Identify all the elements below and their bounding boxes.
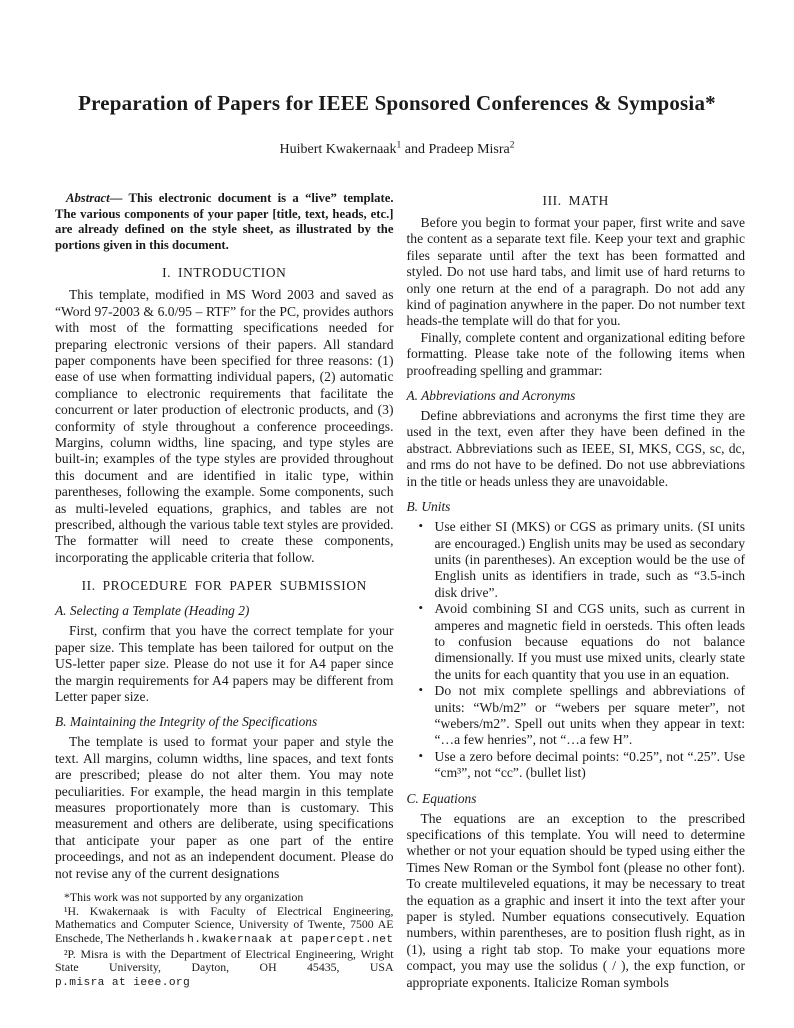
section-heading-introduction: I. INTRODUCTION [162,265,287,281]
math-paragraph-1: Before you begin to format your paper, first write and save the content as a separate text file. Keep your text and graphic files separate until after the text has been formatted and styled. Do not use hard tabs, and limit use of hard returns to only one return at the end of a paragraph. Do not add any kind of pagination anywhere in the paper. Do not number text heads-the template will do that for you. [406,215,745,329]
subsection-heading-abbreviations: A. Abbreviations and Acronyms [406,388,576,404]
author-1-affiliation-mark: 1 [396,140,402,151]
equations-paragraph: The equations are an exception to the prescribed specifications of this template. You will need to determine whether or not your equation should be typed using either the Times New Roman or the Symbol font (please no other font). To create multileveled equations, it may be necessary to treat the equation as a graphic and insert it into the text after your paper is styled. Number equations consecutively. Equation numbers, within parentheses, are to position flush right, as in (1), using a right tab stop. To make your equations more compact, you may use the solidus ( / ), the exp function, or appropriate exponents. Italicize Roman symbols [406,810,745,990]
footnote-author-2-text: ²P. Misra is with the Department of Electrical Engineering, Wright State University, Dayton, OH 45435, USA [55,946,394,975]
subsection-heading-selecting-template: A. Selecting a Template (Heading 2) [55,603,250,619]
units-bullet-item: • Avoid combining SI and CGS units, such as current in amperes and magnetic field in oersteds. This often leads to confusion because equations do not balance dimensionally. If you must use mixed units, clearly state the units for each quantity that you use in an equation. [435,601,746,683]
section-heading-procedure: II. PROCEDURE FOR PAPER SUBMISSION [81,578,367,594]
integrity-paragraph: The template is used to format your paper and style the text. All margins, column widths, line spaces, and text fonts are prescribed; please do not alter them. You may note peculiarities. For example, the head margin in this template measures proportionately more than is customary. This measurement and others are deliberate, using specifications that anticipate your paper as one part of the entire proceedings, and not as an independent document. Please do not revise any of the current designations [55,734,394,881]
abstract-text: This electronic document is a “live” template. The various components of your paper [title, text, heads, etc.] are already defined on the style sheet, as illustrated by the portions given in this document. [55,191,394,252]
subsection-heading-units: B. Units [406,499,451,515]
subsection-heading-equations: C. Equations [406,790,477,806]
author-2-affiliation-mark: 2 [509,140,515,151]
authors-line [0,142,794,158]
footnote-author-1 [55,905,394,948]
abstract-label: Abstract— [66,191,123,205]
units-bullet-item: • Do not mix complete spellings and abbreviations of units: “Wb/m2” or “webers per square meter”, not “webers/m2”. Spell out units when they appear in text: “…a few henries”, not “…a few H”. [435,683,746,749]
abstract [55,191,394,253]
math-paragraph-2: Finally, complete content and organizational editing before formatting. Please take note of the following items when proofreading spelling and grammar: [406,329,745,378]
units-bullet-item: • Use a zero before decimal points: “0.25”, not “.25”. Use “cm³”, not “cc”. (bullet list) [435,749,746,782]
footnote-author-1-email: h.kwakernaak at papercept.net [187,934,394,947]
units-bullet-item: • Use either SI (MKS) or CGS as primary units. (SI units are encouraged.) English units may be used as secondary units (in parentheses). An exception would be the use of English units as identifiers in trade, such as “3.5-inch disk drive”. [435,519,746,601]
introduction-paragraph: This template, modified in MS Word 2003 and saved as “Word 97-2003 & 6.0/95 – RTF” for the PC, provides authors with most of the formatting specifications needed for preparing electronic versions of their papers. All standard paper components have been specified for three reasons: (1) ease of use when formatting individual papers, (2) automatic compliance to electronic requirements that facilitate the concurrent or later production of electronic products, and (3) conformity of style throughout a conference proceedings. Margins, column widths, line spacing, and type styles are built-in; examples of the type styles are provided throughout this document and are identified in italic type, within parentheses, following the example. Some components, such as multi-leveled equations, graphics, and tables are not prescribed, although the various table text styles are provided. The formatter will need to create these components, incorporating the applicable criteria that follow. [55,287,394,565]
paper-title: Preparation of Papers for IEEE Sponsored Conferences & Symposia* [78,91,716,115]
right-column [407,191,746,991]
footnote-author-1-text: ¹H. Kwakernaak is with Faculty of Electrical Engineering, Mathematics and Computer Science, University of Twente, 7500 AE Enschede, The Netherlands [55,903,394,946]
left-column [55,191,394,991]
selecting-template-paragraph: First, confirm that you have the correct template for your paper size. This template has been tailored for output on the US-letter paper size. Please do not use it for A4 paper since the margin requirements for A4 papers may be different from Letter paper size. [55,623,394,704]
footnote-author-2 [55,948,394,991]
section-heading-math: III. MATH [542,193,609,208]
footnotes-block [55,891,394,991]
footnote-author-2-email: p.misra at ieee.org [55,977,191,990]
footnote-support: *This work was not supported by any organization [64,889,304,904]
authors-joiner: and [401,142,429,157]
author-1-name: Huibert Kwakernaak [279,142,397,157]
author-2-name: Pradeep Misra [428,142,510,157]
units-bullet-list [407,519,746,782]
subsection-heading-integrity: B. Maintaining the Integrity of the Specifications [55,714,318,730]
two-column-body [0,158,794,991]
abbreviations-paragraph: Define abbreviations and acronyms the first time they are used in the text, even after they have been defined in the abstract. Abbreviations such as IEEE, SI, MKS, CGS, sc, dc, and rms do not have to be defined. Do not use abbreviations in the title or heads unless they are unavoidable. [406,408,745,489]
